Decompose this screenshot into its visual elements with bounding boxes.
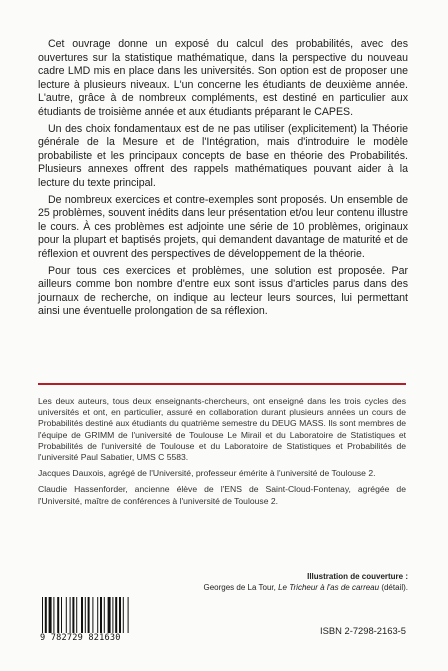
author-dauxois: Jacques Dauxois, agrégé de l'Université, professeur émérite à l'université de Toulouse 2. (38, 468, 376, 479)
cover-illustration-credit (168, 571, 408, 593)
description-paragraph: Cet ouvrage donne un exposé du calcul des probabilités, avec des ouvertures sur la statistique mathématique, dans la perspective du nouveau cadre LMD mis en place dans les universités. Son option est de proposer une lecture à plusieurs niveaux. L'un concerne les étudiants de deuxième année. L'autre, grâce à de nombreux compléments, est destiné en particulier aux étudiants de troisième année et aux étudiants préparant le CAPES. (38, 38, 408, 118)
authors-paragraph: Les deux auteurs, tous deux enseignants-chercheurs, ont enseigné dans les trois cycles des universités et ont, en particulier, assuré en collaboration durant plusieurs années un cours de Probabilités destiné aux étudiants du quatrième semestre du DEUG MASS. Ils sont membres de l'équipe de GRIMM de l'université de Toulouse Le Mirail et du Laboratoire de Statistiques et Probabilités de l'université de Toulouse et du Laboratoire de Statistiques et Probabilités de l'université Paul Sabatier, UMS C 5583. (38, 396, 406, 463)
barcode-bars (40, 597, 162, 637)
description-paragraph: Pour tous ces exercices et problèmes, une solution est proposée. Par ailleurs comme bon nombre d'entre eux sont issus d'articles parus dans des journaux de recherche, on indique au lecteur leurs sources, lui permettant ainsi une éventuelle prolongation de sa réflexion. (38, 264, 408, 318)
illustration-detail: (détail). (381, 583, 408, 592)
author-hassenforder: Claudie Hassenforder, ancienne élève de l'ENS de Saint-Cloud-Fontenay, agrégée de l'Université, maître de conférences à l'université de Toulouse 2. (38, 484, 406, 506)
book-description (38, 38, 408, 322)
illustration-artist: Georges de La Tour, (203, 583, 276, 592)
authors-bio (38, 396, 406, 512)
illustration-work: Le Tricheur à l'as de carreau (278, 583, 380, 592)
isbn: ISBN 2-7298-2163-5 (320, 625, 406, 636)
illustration-label: Illustration de couverture : (307, 572, 408, 581)
section-divider (38, 383, 406, 385)
description-paragraph: De nombreux exercices et contre-exemples sont proposés. Un ensemble de 25 problèmes, souvent inédits dans leur présentation et/ou leur contenu illustre le cours. À ces problèmes est adjointe une série de 10 problèmes, originaux pour la plupart et baptisés projets, qui demandent davantage de maturité et de réflexion et ouvrent des perspectives de développement de la théorie. (38, 193, 408, 260)
description-paragraph: Un des choix fondamentaux est de ne pas utiliser (explicitement) la Théorie générale de la Mesure et de l'Intégration, mais d'introduire le modèle probabiliste et les principaux concepts de base en théorie des Probabilités. Plusieurs annexes offrent des rappels mathématiques pouvant aider à la lecture du texte principal. (38, 122, 408, 189)
barcode-number: 9 782729 821630 (40, 633, 166, 643)
illustration-credit-line (168, 582, 408, 593)
